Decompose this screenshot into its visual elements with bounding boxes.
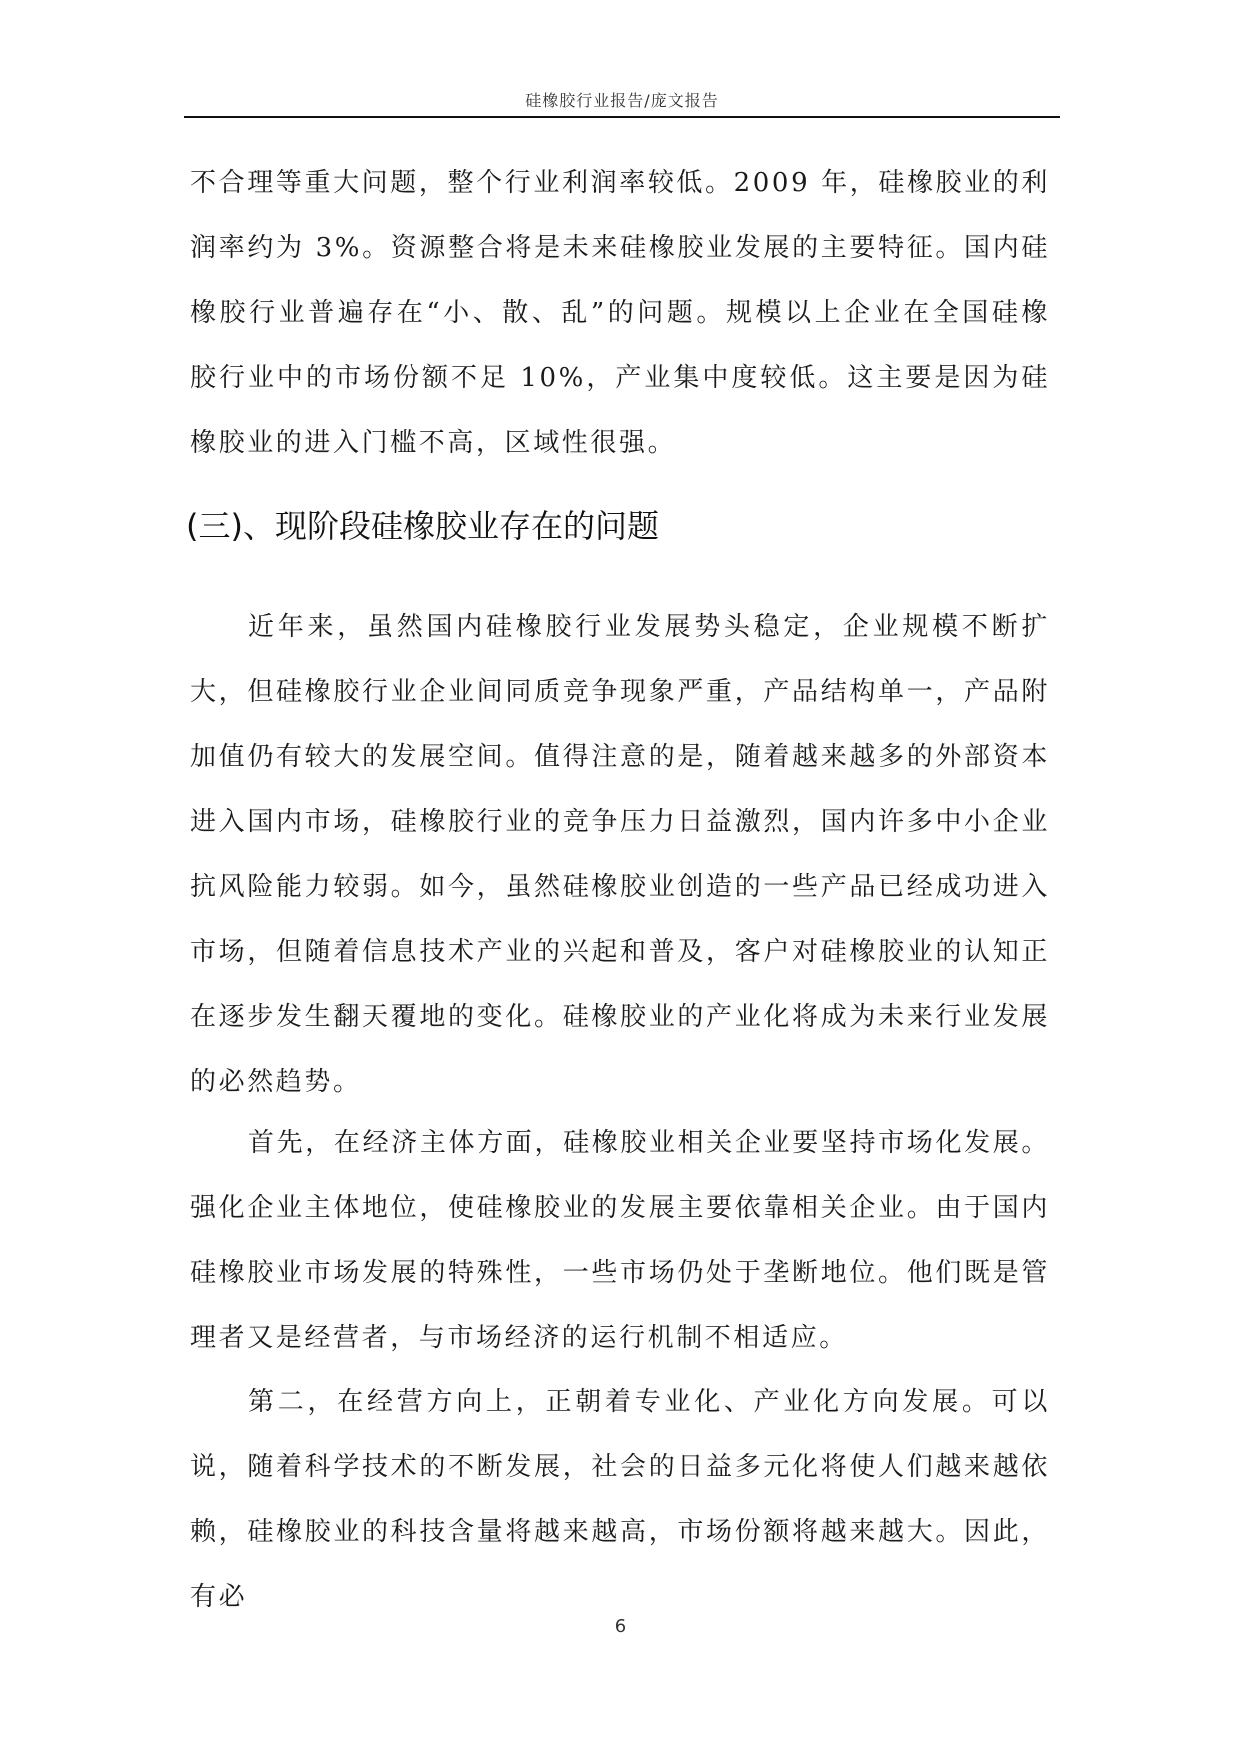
header-divider bbox=[184, 116, 1060, 118]
running-header: 硅橡胶行业报告/庞文报告 bbox=[525, 91, 719, 110]
section-heading: (三)、现阶段硅橡胶业存在的问题 bbox=[186, 507, 659, 545]
paragraph-continued: 不合理等重大问题，整个行业利润率较低。2009 年，硅橡胶业的利润率约为 3%。资源整合将是未来硅橡胶业发展的主要特征。国内硅橡胶行业普遍存在“小、散、乱”的问题。规模以上企业在全国硅橡胶行业中的市场份额不足 10%，产业集中度较低。这主要是因为硅橡胶业的进入门槛不高，区域性很强。 bbox=[190, 168, 1050, 458]
paragraph-second: 第二，在经营方向上，正朝着专业化、产业化方向发展。可以说，随着科学技术的不断发展，社会的日益多元化将使人们越来越依赖，硅橡胶业的科技含量将越来越高，市场份额将越来越大。因此，有必 bbox=[190, 1387, 1050, 1612]
paragraph-recent-years: 近年来，虽然国内硅橡胶行业发展势头稳定，企业规模不断扩大，但硅橡胶行业企业间同质竞争现象严重，产品结构单一，产品附加值仍有较大的发展空间。值得注意的是，随着越来越多的外部资本进入国内市场，硅橡胶行业的竞争压力日益激烈，国内许多中小企业抗风险能力较弱。如今，虽然硅橡胶业创造的一些产品已经成功进入市场，但随着信息技术产业的兴起和普及，客户对硅橡胶业的认知正在逐步发生翻天覆地的变化。硅橡胶业的产业化将成为未来行业发展的必然趋势。 bbox=[190, 612, 1050, 1097]
page-number: 6 bbox=[614, 1616, 627, 1637]
paragraph-first: 首先，在经济主体方面，硅橡胶业相关企业要坚持市场化发展。强化企业主体地位，使硅橡胶业的发展主要依靠相关企业。由于国内硅橡胶业市场发展的特殊性，一些市场仍处于垄断地位。他们既是管理者又是经营者，与市场经济的运行机制不相适应。 bbox=[190, 1128, 1050, 1353]
